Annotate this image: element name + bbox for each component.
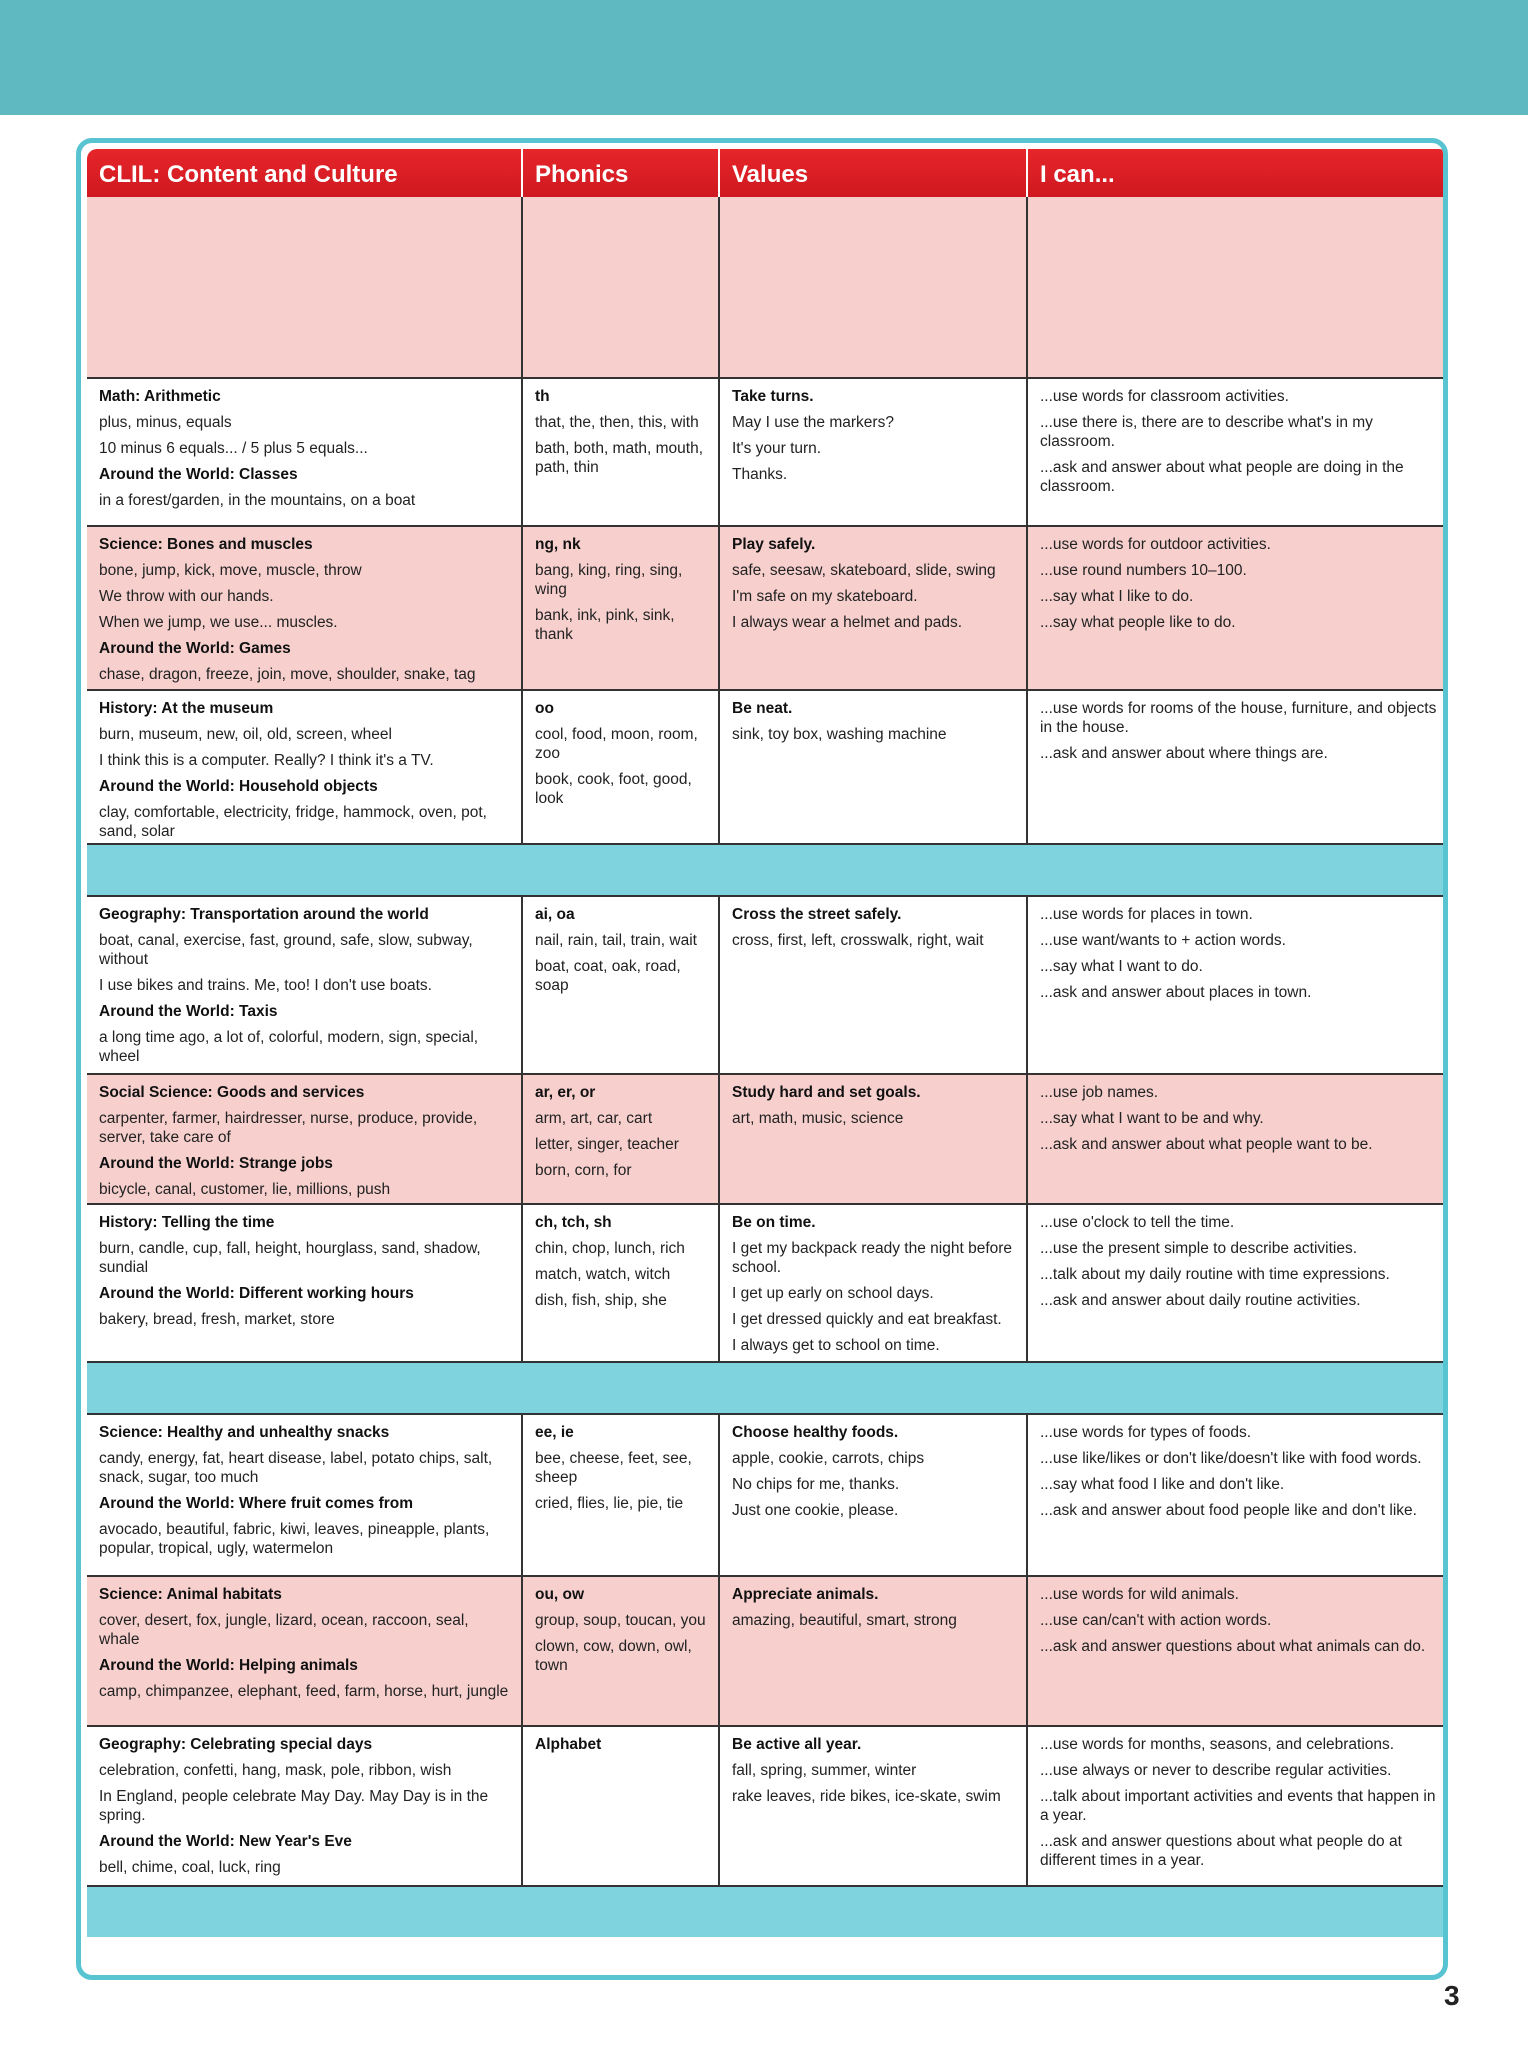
- values-line: I get my backpack ready the night before school.: [732, 1240, 1013, 1276]
- values-line: art, math, music, science: [732, 1110, 904, 1127]
- phonics-line: bank, ink, pink, sink, thank: [535, 607, 675, 643]
- clil-line: bakery, bread, fresh, market, store: [99, 1311, 335, 1328]
- ican-line: ...use can/can't with action words.: [1040, 1612, 1272, 1629]
- values-line: Just one cookie, please.: [732, 1502, 899, 1519]
- values-line: fall, spring, summer, winter: [732, 1762, 917, 1779]
- phonics-line: cool, food, moon, room, zoo: [535, 726, 698, 762]
- phonics-line: nail, rain, tail, train, wait: [535, 932, 697, 949]
- phonics-line: match, watch, witch: [535, 1266, 671, 1283]
- values-line: Be active all year.: [732, 1736, 862, 1753]
- table-cell-values: [720, 691, 1028, 843]
- table-cell-ican: [1028, 1205, 1448, 1361]
- table-row: [87, 1725, 1448, 1885]
- table-cell-phonics: [523, 897, 720, 1073]
- clil-line: Science: Animal habitats: [99, 1586, 282, 1603]
- clil-line: avocado, beautiful, fabric, kiwi, leaves, pineapple, plants, popular, tropical, ugly, watermelon: [99, 1521, 490, 1557]
- ican-line: ...say what food I like and don't like.: [1040, 1476, 1285, 1493]
- ican-line: ...use words for places in town.: [1040, 906, 1253, 923]
- clil-line: I think this is a computer. Really? I think it's a TV.: [99, 752, 434, 769]
- clil-line: Around the World: Household objects: [99, 778, 378, 795]
- clil-line: History: Telling the time: [99, 1214, 275, 1231]
- table-cell-phonics: [523, 1205, 720, 1361]
- ican-line: ...ask and answer about food people like and don't like.: [1040, 1502, 1417, 1519]
- table-cell-values: [720, 897, 1028, 1073]
- table-cell-values: [720, 379, 1028, 525]
- values-line: amazing, beautiful, smart, strong: [732, 1612, 957, 1629]
- clil-line: plus, minus, equals: [99, 414, 232, 431]
- ican-line: ...use words for types of foods.: [1040, 1424, 1252, 1441]
- syllabus-table-frame: [76, 138, 1448, 1980]
- values-line: cross, first, left, crosswalk, right, wait: [732, 932, 984, 949]
- header-phonics: Phonics: [523, 149, 720, 197]
- clil-line: In England, people celebrate May Day. May Day is in the spring.: [99, 1788, 489, 1824]
- ican-line: ...ask and answer about what people want to be.: [1040, 1136, 1373, 1153]
- clil-line: a long time ago, a lot of, colorful, modern, sign, special, wheel: [99, 1029, 479, 1065]
- table-cell: [1028, 197, 1448, 377]
- table-row: [87, 525, 1448, 689]
- table-cell: [523, 197, 720, 377]
- table-cell-ican: [1028, 1577, 1448, 1725]
- table-row: [87, 1203, 1448, 1361]
- table-row: [87, 689, 1448, 843]
- table-cell-values: [720, 1727, 1028, 1885]
- clil-line: Around the World: Classes: [99, 466, 298, 483]
- values-line: apple, cookie, carrots, chips: [732, 1450, 925, 1467]
- clil-line: Around the World: Helping animals: [99, 1657, 358, 1674]
- header-values: Values: [720, 149, 1028, 197]
- phonics-line: arm, art, car, cart: [535, 1110, 653, 1127]
- phonics-line: letter, singer, teacher: [535, 1136, 679, 1153]
- table-row: [87, 1575, 1448, 1725]
- ican-line: ...use always or never to describe regular activities.: [1040, 1762, 1392, 1779]
- ican-line: ...say what I want to be and why.: [1040, 1110, 1264, 1127]
- phonics-line: ch, tch, sh: [535, 1214, 612, 1231]
- table-cell-clil: [87, 527, 523, 689]
- phonics-line: Alphabet: [535, 1736, 602, 1753]
- phonics-line: ar, er, or: [535, 1084, 596, 1101]
- clil-line: Around the World: Games: [99, 640, 291, 657]
- ican-line: ...ask and answer questions about what animals can do.: [1040, 1638, 1426, 1655]
- clil-line: bicycle, canal, customer, lie, millions, push: [99, 1181, 391, 1198]
- table-cell-phonics: [523, 1075, 720, 1203]
- table-cell-ican: [1028, 527, 1448, 689]
- table-cell-phonics: [523, 691, 720, 843]
- table-cell-clil: [87, 1075, 523, 1203]
- clil-line: burn, candle, cup, fall, height, hourglass, sand, shadow, sundial: [99, 1240, 481, 1276]
- table-cell-phonics: [523, 379, 720, 525]
- clil-line: Science: Bones and muscles: [99, 536, 313, 553]
- table-cell: [720, 197, 1028, 377]
- table-row-intro: [87, 197, 1448, 377]
- top-color-band: [0, 0, 1528, 115]
- values-line: I'm safe on my skateboard.: [732, 588, 918, 605]
- phonics-line: chin, chop, lunch, rich: [535, 1240, 685, 1257]
- phonics-line: group, soup, toucan, you: [535, 1612, 706, 1629]
- values-line: safe, seesaw, skateboard, slide, swing: [732, 562, 996, 579]
- clil-line: celebration, confetti, hang, mask, pole, ribbon, wish: [99, 1762, 452, 1779]
- values-line: Study hard and set goals.: [732, 1084, 921, 1101]
- clil-line: Around the World: New Year's Eve: [99, 1833, 352, 1850]
- phonics-line: bee, cheese, feet, see, sheep: [535, 1450, 692, 1486]
- ican-line: ...use job names.: [1040, 1084, 1159, 1101]
- clil-line: cover, desert, fox, jungle, lizard, ocean, raccoon, seal, whale: [99, 1612, 469, 1648]
- table-cell-values: [720, 1205, 1028, 1361]
- values-line: Be on time.: [732, 1214, 816, 1231]
- ican-line: ...say what I want to do.: [1040, 958, 1203, 975]
- table-cell-ican: [1028, 1415, 1448, 1575]
- phonics-line: ng, nk: [535, 536, 581, 553]
- phonics-line: dish, fish, ship, she: [535, 1292, 667, 1309]
- clil-line: in a forest/garden, in the mountains, on a boat: [99, 492, 416, 509]
- clil-line: Geography: Transportation around the world: [99, 906, 429, 923]
- unit-separator: [87, 1361, 1448, 1413]
- header-ican: I can...: [1040, 161, 1115, 188]
- clil-line: Math: Arithmetic: [99, 388, 221, 405]
- clil-line: clay, comfortable, electricity, fridge, hammock, oven, pot, sand, solar: [99, 804, 487, 840]
- table-cell-clil: [87, 1577, 523, 1725]
- ican-line: ...use the present simple to describe activities.: [1040, 1240, 1358, 1257]
- clil-line: 10 minus 6 equals... / 5 plus 5 equals...: [99, 440, 368, 457]
- header-clil: CLIL: Content and Culture: [87, 149, 523, 197]
- table-cell-clil: [87, 897, 523, 1073]
- clil-line: carpenter, farmer, hairdresser, nurse, produce, provide, server, take care of: [99, 1110, 478, 1146]
- ican-line: ...ask and answer about where things are.: [1040, 745, 1328, 762]
- table-row: [87, 1073, 1448, 1203]
- values-line: May I use the markers?: [732, 414, 894, 431]
- table-cell-ican: [1028, 691, 1448, 843]
- ican-line: ...use words for classroom activities.: [1040, 388, 1289, 405]
- phonics-line: boat, coat, oak, road, soap: [535, 958, 681, 994]
- ican-line: ...use there is, there are to describe what's in my classroom.: [1040, 414, 1373, 450]
- phonics-line: ai, oa: [535, 906, 575, 923]
- table-cell-phonics: [523, 1415, 720, 1575]
- table-cell-ican: [1028, 379, 1448, 525]
- values-line: No chips for me, thanks.: [732, 1476, 900, 1493]
- phonics-line: bang, king, ring, sing, wing: [535, 562, 683, 598]
- table-cell-values: [720, 1075, 1028, 1203]
- table-header: [87, 149, 1448, 197]
- table-cell-phonics: [523, 527, 720, 689]
- clil-line: History: At the museum: [99, 700, 274, 717]
- ican-line: ...use want/wants to + action words.: [1040, 932, 1286, 949]
- ican-line: ...ask and answer questions about what people do at different times in a year.: [1040, 1833, 1402, 1869]
- table-row: [87, 895, 1448, 1073]
- clil-line: Social Science: Goods and services: [99, 1084, 365, 1101]
- clil-line: Around the World: Where fruit comes from: [99, 1495, 414, 1512]
- values-line: I get dressed quickly and eat breakfast.: [732, 1311, 1002, 1328]
- ican-line: ...ask and answer about what people are doing in the classroom.: [1040, 459, 1404, 495]
- table-row: [87, 377, 1448, 525]
- clil-line: We throw with our hands.: [99, 588, 274, 605]
- values-line: sink, toy box, washing machine: [732, 726, 947, 743]
- table-cell-values: [720, 1577, 1028, 1725]
- table-row: [87, 1413, 1448, 1575]
- clil-line: Science: Healthy and unhealthy snacks: [99, 1424, 390, 1441]
- page-number: 3: [1444, 1980, 1460, 2011]
- clil-line: boat, canal, exercise, fast, ground, safe, slow, subway, without: [99, 932, 473, 968]
- ican-line: ...talk about important activities and events that happen in a year.: [1040, 1788, 1436, 1824]
- phonics-line: bath, both, math, mouth, path, thin: [535, 440, 704, 476]
- table-cell-phonics: [523, 1577, 720, 1725]
- phonics-line: th: [535, 388, 550, 405]
- clil-line: I use bikes and trains. Me, too! I don't use boats.: [99, 977, 432, 994]
- ican-line: ...use words for wild animals.: [1040, 1586, 1239, 1603]
- clil-line: Around the World: Different working hours: [99, 1285, 414, 1302]
- values-line: It's your turn.: [732, 440, 822, 457]
- values-line: rake leaves, ride bikes, ice-skate, swim: [732, 1788, 1001, 1805]
- clil-line: camp, chimpanzee, elephant, feed, farm, horse, hurt, jungle: [99, 1683, 509, 1700]
- table-cell-ican: [1028, 897, 1448, 1073]
- table-cell-phonics: [523, 1727, 720, 1885]
- values-line: Take turns.: [732, 388, 814, 405]
- ican-line: ...use o'clock to tell the time.: [1040, 1214, 1235, 1231]
- ican-line: ...use like/likes or don't like/doesn't like with food words.: [1040, 1450, 1422, 1467]
- values-line: I get up early on school days.: [732, 1285, 934, 1302]
- ican-line: ...use round numbers 10–100.: [1040, 562, 1247, 579]
- values-line: I always wear a helmet and pads.: [732, 614, 963, 631]
- clil-line: candy, energy, fat, heart disease, label, potato chips, salt, snack, sugar, too much: [99, 1450, 493, 1486]
- clil-line: chase, dragon, freeze, join, move, shoulder, snake, tag: [99, 666, 476, 683]
- clil-line: Around the World: Strange jobs: [99, 1155, 333, 1172]
- phonics-line: cried, flies, lie, pie, tie: [535, 1495, 684, 1512]
- syllabus-table: [87, 149, 1448, 1937]
- clil-line: Geography: Celebrating special days: [99, 1736, 373, 1753]
- values-line: Appreciate animals.: [732, 1586, 879, 1603]
- unit-separator: [87, 843, 1448, 895]
- values-line: I always get to school on time.: [732, 1337, 940, 1354]
- clil-line: bell, chime, coal, luck, ring: [99, 1859, 281, 1876]
- ican-line: ...ask and answer about places in town.: [1040, 984, 1312, 1001]
- phonics-line: clown, cow, down, owl, town: [535, 1638, 692, 1674]
- values-line: Play safely.: [732, 536, 816, 553]
- unit-separator: [87, 1885, 1448, 1937]
- clil-line: bone, jump, kick, move, muscle, throw: [99, 562, 362, 579]
- table-cell-clil: [87, 691, 523, 843]
- table-cell-values: [720, 1415, 1028, 1575]
- phonics-line: ou, ow: [535, 1586, 585, 1603]
- values-line: Cross the street safely.: [732, 906, 902, 923]
- values-line: Be neat.: [732, 700, 793, 717]
- table-cell-clil: [87, 379, 523, 525]
- ican-line: ...say what people like to do.: [1040, 614, 1236, 631]
- ican-line: ...use words for rooms of the house, furniture, and objects in the house.: [1040, 700, 1437, 736]
- table-cell-ican: [1028, 1075, 1448, 1203]
- phonics-line: book, cook, foot, good, look: [535, 771, 692, 807]
- table-cell-ican: [1028, 1727, 1448, 1885]
- ican-line: ...say what I like to do.: [1040, 588, 1194, 605]
- ican-line: ...use words for months, seasons, and celebrations.: [1040, 1736, 1395, 1753]
- table-cell-clil: [87, 1727, 523, 1885]
- clil-line: When we jump, we use... muscles.: [99, 614, 338, 631]
- phonics-line: ee, ie: [535, 1424, 574, 1441]
- values-line: Choose healthy foods.: [732, 1424, 899, 1441]
- table-cell: [87, 197, 523, 377]
- table-cell-clil: [87, 1415, 523, 1575]
- clil-line: burn, museum, new, oil, old, screen, wheel: [99, 726, 392, 743]
- clil-line: Around the World: Taxis: [99, 1003, 278, 1020]
- ican-line: ...use words for outdoor activities.: [1040, 536, 1271, 553]
- phonics-line: that, the, then, this, with: [535, 414, 699, 431]
- values-line: Thanks.: [732, 466, 788, 483]
- phonics-line: oo: [535, 700, 554, 717]
- ican-line: ...talk about my daily routine with time expressions.: [1040, 1266, 1390, 1283]
- ican-line: ...ask and answer about daily routine activities.: [1040, 1292, 1361, 1309]
- table-cell-clil: [87, 1205, 523, 1361]
- table-cell-values: [720, 527, 1028, 689]
- phonics-line: born, corn, for: [535, 1162, 632, 1179]
